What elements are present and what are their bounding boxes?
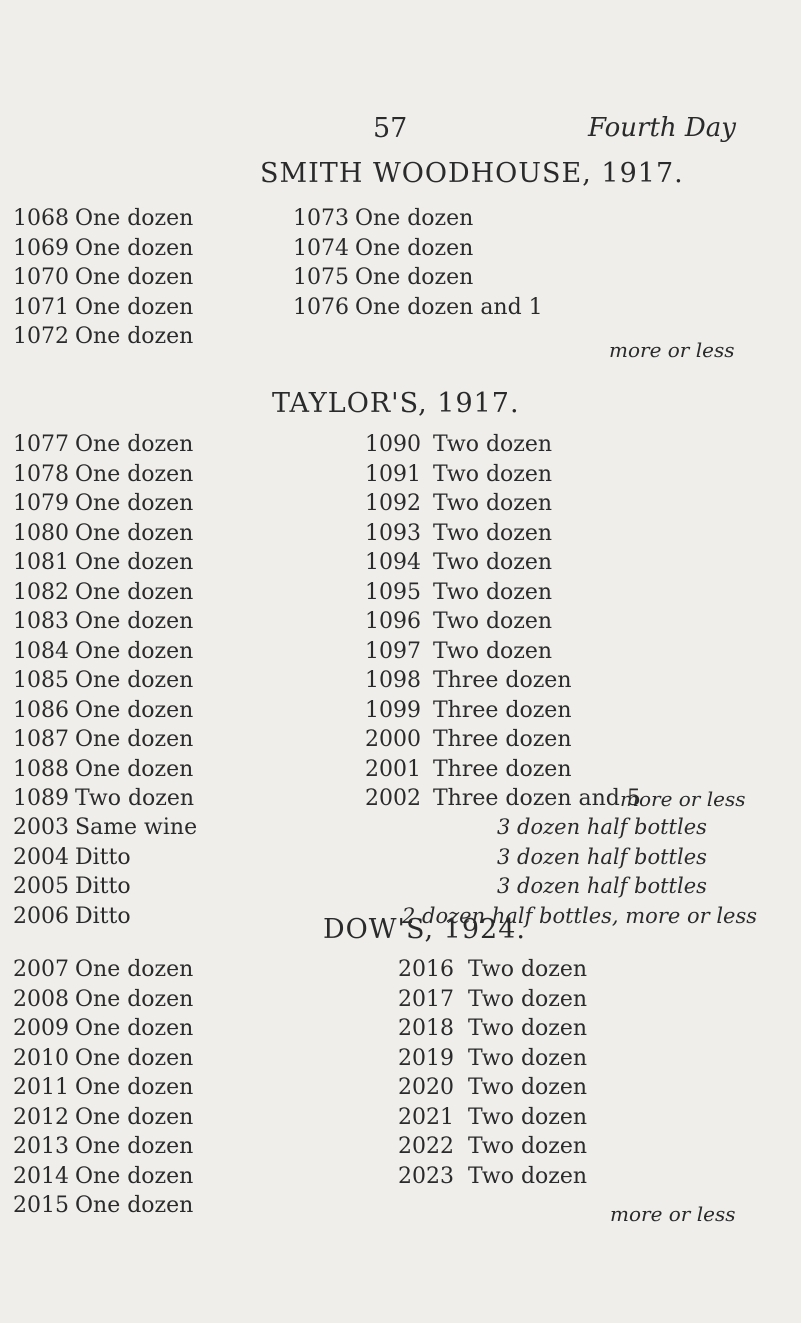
lot-row xyxy=(13,786,195,815)
lot-row xyxy=(13,491,194,520)
lot-description: One dozen xyxy=(75,1193,194,1218)
lot-description: One dozen xyxy=(75,324,194,349)
lot-description: One dozen xyxy=(75,206,194,231)
lot-description: One dozen xyxy=(75,986,194,1012)
lot-number: 1089 xyxy=(13,786,69,811)
lot-row xyxy=(398,1075,588,1104)
lot-number: 2014 xyxy=(13,1163,69,1189)
lot-number: 2011 xyxy=(13,1075,69,1100)
lot-number: 1093 xyxy=(365,520,421,546)
lot-description: Ditto xyxy=(75,903,131,929)
lot-description: One dozen xyxy=(75,756,194,782)
lot-number: 1074 xyxy=(293,235,349,261)
lot-row xyxy=(13,1163,194,1193)
lot-number: 1085 xyxy=(13,668,69,693)
lot-number: 2008 xyxy=(13,986,69,1012)
lot-description: One dozen and 1 xyxy=(355,294,543,320)
lot-description: Two dozen xyxy=(433,520,553,546)
lot-row xyxy=(398,1045,588,1075)
dows-note: more or less xyxy=(610,1202,736,1226)
lot-row xyxy=(13,520,194,550)
lot-row xyxy=(13,957,194,986)
lot-number: 2021 xyxy=(398,1104,454,1130)
lot-number: 2019 xyxy=(398,1045,454,1071)
lot-description: Two dozen xyxy=(433,550,553,575)
lot-description: One dozen xyxy=(75,491,194,516)
lot-description: Two dozen xyxy=(433,609,553,634)
lot-description: One dozen xyxy=(75,235,194,261)
lot-number: 1095 xyxy=(365,579,421,605)
lot-row xyxy=(365,609,553,638)
lot-number: 1086 xyxy=(13,697,69,723)
lot-number: 1078 xyxy=(13,461,69,487)
lot-description: One dozen xyxy=(75,1045,194,1071)
lot-description: One dozen xyxy=(75,432,194,457)
lot-number: 1077 xyxy=(13,432,69,457)
lot-description: Three dozen xyxy=(433,697,572,723)
lot-row xyxy=(13,1134,194,1163)
lot-description: Two dozen xyxy=(468,1016,588,1041)
lot-number: 1091 xyxy=(365,461,421,487)
lot-row xyxy=(13,235,194,265)
lot-number: 2017 xyxy=(398,986,454,1012)
lot-number: 2020 xyxy=(398,1075,454,1100)
taylors-note: more or less xyxy=(620,787,746,811)
lot-row xyxy=(365,727,572,756)
lot-number: 2012 xyxy=(13,1104,69,1130)
lot-row xyxy=(293,265,474,294)
lot-row xyxy=(365,756,572,786)
lot-row xyxy=(293,294,543,324)
lot-row xyxy=(13,609,194,638)
lot-number: 2016 xyxy=(398,957,454,982)
lot-row xyxy=(293,235,474,265)
section-heading-smith-woodhouse: SMITH WOODHOUSE, 1917. xyxy=(260,158,684,189)
lot-row xyxy=(13,668,194,697)
lot-number: 1096 xyxy=(365,609,421,634)
lot-number: 1068 xyxy=(13,206,69,231)
lot-row xyxy=(13,638,194,668)
lot-number: 2000 xyxy=(365,727,421,752)
lot-number: 1075 xyxy=(293,265,349,290)
lot-number: 1092 xyxy=(365,491,421,516)
lot-number: 2013 xyxy=(13,1134,69,1159)
lot-row xyxy=(13,815,198,844)
lot-description: Two dozen xyxy=(433,432,553,457)
lot-number: 1079 xyxy=(13,491,69,516)
lot-description: Two dozen xyxy=(433,461,553,487)
lot-row xyxy=(13,756,194,786)
lot-number: 1070 xyxy=(13,265,69,290)
lot-number: 2004 xyxy=(13,844,69,870)
lot-row xyxy=(13,1075,194,1104)
section-heading-taylors: TAYLOR'S, 1917. xyxy=(272,388,520,419)
lot-row xyxy=(13,324,194,353)
lot-number: 2006 xyxy=(13,903,69,929)
lot-description: One dozen xyxy=(75,668,194,693)
lot-row xyxy=(365,461,553,491)
lot-row xyxy=(398,986,588,1016)
lot-description: Two dozen xyxy=(433,491,553,516)
lot-description: One dozen xyxy=(75,1075,194,1100)
half-bottle-note: 2 dozen half bottles, more or less xyxy=(402,903,758,928)
lot-description: Two dozen xyxy=(468,1134,588,1159)
lot-row xyxy=(398,1104,588,1134)
lot-row xyxy=(13,986,194,1016)
lot-row xyxy=(13,844,131,874)
lot-description: Three dozen xyxy=(433,727,572,752)
lot-description: One dozen xyxy=(75,265,194,290)
half-bottle-note: 3 dozen half bottles xyxy=(497,815,707,839)
half-bottle-note: 3 dozen half bottles xyxy=(497,874,707,898)
lot-row xyxy=(13,432,194,461)
lot-row xyxy=(365,491,553,520)
lot-description: One dozen xyxy=(75,294,194,320)
lot-number: 1098 xyxy=(365,668,421,693)
lot-number: 2007 xyxy=(13,957,69,982)
lot-description: Ditto xyxy=(75,874,131,899)
lot-description: One dozen xyxy=(75,1016,194,1041)
lot-row xyxy=(398,957,588,986)
lot-number: 1081 xyxy=(13,550,69,575)
lot-number: 1083 xyxy=(13,609,69,634)
lot-description: Two dozen xyxy=(433,579,553,605)
lot-row xyxy=(13,1016,194,1045)
lot-number: 2022 xyxy=(398,1134,454,1159)
lot-row xyxy=(365,786,641,815)
lot-row xyxy=(398,1134,588,1163)
lot-description: One dozen xyxy=(75,638,194,664)
lot-description: Two dozen xyxy=(468,1163,588,1189)
lot-number: 2002 xyxy=(365,786,421,811)
lot-number: 1076 xyxy=(293,294,349,320)
lot-row xyxy=(13,903,131,933)
lot-description: One dozen xyxy=(75,609,194,634)
lot-description: One dozen xyxy=(355,265,474,290)
lot-row xyxy=(398,1016,588,1045)
lot-description: One dozen xyxy=(75,520,194,546)
lot-number: 1082 xyxy=(13,579,69,605)
lot-description: One dozen xyxy=(355,235,474,261)
lot-description: One dozen xyxy=(75,957,194,982)
lot-description: One dozen xyxy=(75,579,194,605)
lot-description: One dozen xyxy=(75,461,194,487)
lot-number: 1080 xyxy=(13,520,69,546)
running-title: Fourth Day xyxy=(588,113,736,143)
lot-row xyxy=(13,1193,194,1222)
lot-row xyxy=(365,579,553,609)
lot-description: One dozen xyxy=(75,1134,194,1159)
lot-number: 1094 xyxy=(365,550,421,575)
lot-description: Two dozen xyxy=(468,1045,588,1071)
lot-description: One dozen xyxy=(75,550,194,575)
lot-row xyxy=(365,432,553,461)
lot-description: Two dozen xyxy=(75,786,195,811)
section-heading-dows: DOW'S, 1924. xyxy=(323,914,526,945)
lot-description: One dozen xyxy=(355,206,474,231)
lot-row xyxy=(13,1045,194,1075)
lot-number: 1090 xyxy=(365,432,421,457)
lot-description: Same wine xyxy=(75,815,198,840)
page-number: 57 xyxy=(373,113,408,144)
lot-number: 1071 xyxy=(13,294,69,320)
lot-row xyxy=(13,206,194,235)
lot-number: 1084 xyxy=(13,638,69,664)
lot-description: One dozen xyxy=(75,727,194,752)
lot-row xyxy=(365,550,553,579)
lot-number: 1099 xyxy=(365,697,421,723)
lot-description: One dozen xyxy=(75,1163,194,1189)
lot-row xyxy=(13,874,131,903)
lot-description: Three dozen xyxy=(433,756,572,782)
lot-description: Two dozen xyxy=(433,638,553,664)
lot-description: Three dozen xyxy=(433,668,572,693)
lot-number: 2001 xyxy=(365,756,421,782)
lot-description: Two dozen xyxy=(468,1104,588,1130)
lot-number: 2003 xyxy=(13,815,69,840)
lot-description: Two dozen xyxy=(468,986,588,1012)
lot-description: Two dozen xyxy=(468,1075,588,1100)
lot-row xyxy=(365,638,553,668)
lot-row xyxy=(365,697,572,727)
lot-number: 1088 xyxy=(13,756,69,782)
lot-number: 1073 xyxy=(293,206,349,231)
lot-number: 1069 xyxy=(13,235,69,261)
lot-number: 2015 xyxy=(13,1193,69,1218)
lot-row xyxy=(365,520,553,550)
lot-number: 2018 xyxy=(398,1016,454,1041)
half-bottle-note: 3 dozen half bottles xyxy=(497,844,707,869)
lot-row xyxy=(13,579,194,609)
lot-number: 2023 xyxy=(398,1163,454,1189)
lot-number: 2009 xyxy=(13,1016,69,1041)
lot-description: One dozen xyxy=(75,697,194,723)
lot-row xyxy=(13,697,194,727)
lot-row xyxy=(365,668,572,697)
lot-description: Ditto xyxy=(75,844,131,870)
lot-row xyxy=(13,461,194,491)
lot-row xyxy=(13,550,194,579)
lot-row xyxy=(13,727,194,756)
lot-description: Three dozen and 5 xyxy=(433,786,641,811)
lot-row xyxy=(13,1104,194,1134)
lot-number: 1072 xyxy=(13,324,69,349)
smith-woodhouse-note: more or less xyxy=(609,338,735,362)
lot-row xyxy=(293,206,474,235)
lot-description: Two dozen xyxy=(468,957,588,982)
lot-row xyxy=(398,1163,588,1193)
lot-row xyxy=(13,265,194,294)
lot-description: One dozen xyxy=(75,1104,194,1130)
lot-row xyxy=(13,294,194,324)
lot-number: 1097 xyxy=(365,638,421,664)
lot-number: 1087 xyxy=(13,727,69,752)
lot-number: 2010 xyxy=(13,1045,69,1071)
lot-number: 2005 xyxy=(13,874,69,899)
